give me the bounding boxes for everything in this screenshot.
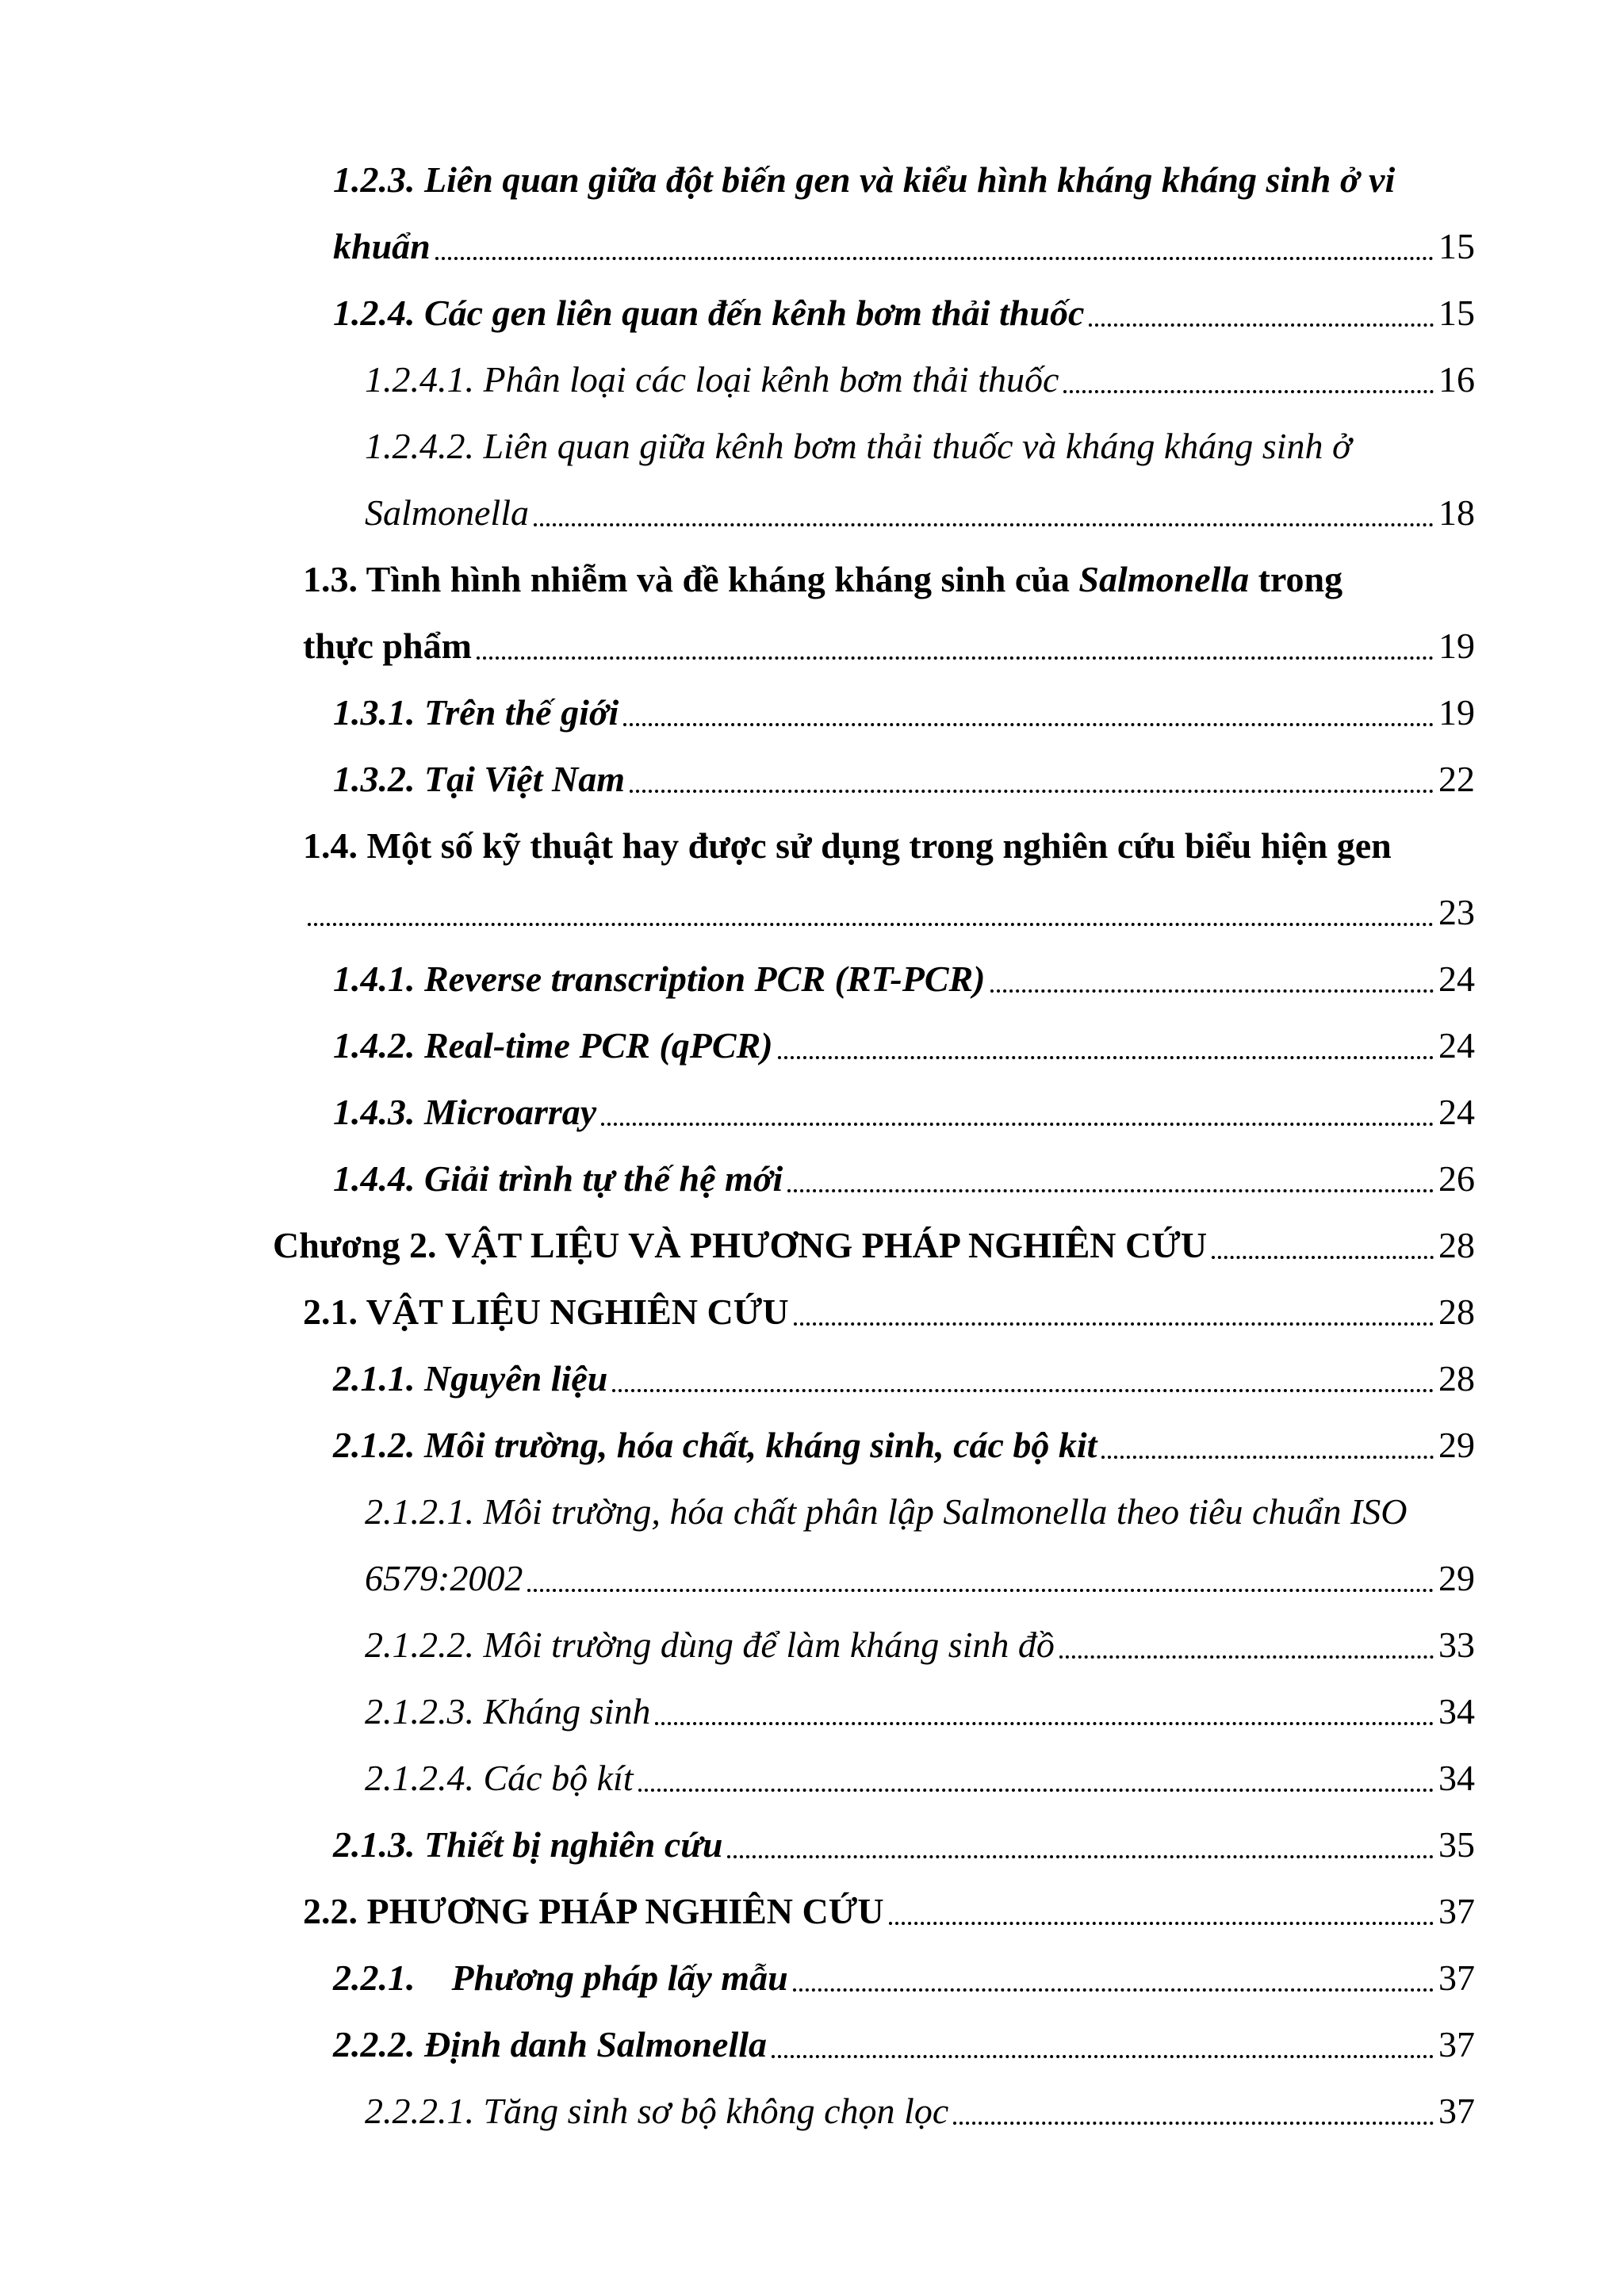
toc-entry-2-1[interactable] bbox=[303, 1288, 1475, 1337]
toc-entry-chapter-2[interactable] bbox=[273, 1221, 1475, 1270]
toc-entry-2-1-3[interactable] bbox=[333, 1820, 1475, 1869]
toc-page-number: 37 bbox=[1438, 2091, 1475, 2131]
toc-entry-2-1-1[interactable] bbox=[333, 1354, 1475, 1403]
toc-leader-dots bbox=[655, 1721, 1434, 1725]
toc-page-number: 19 bbox=[1438, 692, 1475, 733]
toc-entry-1-2-3-line1 bbox=[333, 155, 1467, 205]
toc-entry-title: 1.2.4.1. Phân loại các loại kênh bơm thải thuốc bbox=[365, 359, 1059, 400]
toc-leader-dots bbox=[308, 922, 1434, 926]
toc-entry-title: 2.1.2.4. Các bộ kít bbox=[365, 1758, 634, 1798]
toc-page-number: 15 bbox=[1438, 226, 1475, 266]
toc-entry-2-1-2-4[interactable] bbox=[365, 1754, 1475, 1803]
toc-entry-1-4-line1 bbox=[303, 821, 1477, 871]
toc-leader-dots bbox=[1089, 323, 1434, 327]
toc-page-number: 19 bbox=[1438, 626, 1475, 666]
toc-page-number: 28 bbox=[1438, 1225, 1475, 1265]
toc-entry-title-genus: Salmonella bbox=[1078, 559, 1250, 599]
toc-page-number: 15 bbox=[1438, 293, 1475, 333]
toc-page-number: 33 bbox=[1438, 1624, 1475, 1665]
toc-entry-title: khuẩn bbox=[333, 226, 431, 266]
toc-leader-dots bbox=[623, 722, 1434, 726]
toc-entry-1-2-4[interactable] bbox=[333, 289, 1475, 338]
toc-page-number: 26 bbox=[1438, 1158, 1475, 1199]
toc-entry-1-4-1[interactable] bbox=[333, 955, 1475, 1004]
toc-page-number: 37 bbox=[1438, 1957, 1475, 1998]
toc-entry-1-4-2[interactable] bbox=[333, 1021, 1475, 1070]
toc-entry-title-part: 1.3. Tình hình nhiễm và đề kháng kháng sinh của bbox=[303, 559, 1079, 599]
toc-leader-dots bbox=[793, 1988, 1434, 1992]
toc-entry-title: thực phẩm bbox=[303, 626, 472, 666]
toc-entry-2-1-2-3[interactable] bbox=[365, 1687, 1475, 1736]
toc-entry-title: 1.4.1. Reverse transcription PCR (RT-PCR) bbox=[333, 959, 986, 999]
toc-leader-dots bbox=[794, 1322, 1434, 1326]
toc-entry-1-2-3-line2[interactable] bbox=[333, 222, 1475, 271]
toc-page-number: 28 bbox=[1438, 1292, 1475, 1332]
toc-entry-title: 2.1.2.3. Kháng sinh bbox=[365, 1691, 651, 1732]
toc-page-number: 34 bbox=[1438, 1691, 1475, 1732]
toc-page-number: 24 bbox=[1438, 959, 1475, 999]
toc-entry-title: 2.2.1. Phương pháp lấy mẫu bbox=[333, 1957, 788, 1998]
toc-entry-1-2-4-1[interactable] bbox=[365, 355, 1475, 404]
toc-entry-title-part: trong bbox=[1249, 559, 1343, 599]
toc-page-number: 37 bbox=[1438, 2024, 1475, 2064]
toc-leader-dots bbox=[1212, 1255, 1434, 1259]
toc-leader-dots bbox=[778, 1055, 1434, 1059]
toc-leader-dots bbox=[1101, 1455, 1434, 1459]
toc-leader-dots bbox=[727, 1854, 1434, 1858]
toc-entry-title: 1.2.4. Các gen liên quan đến kênh bơm thải thuốc bbox=[333, 293, 1085, 333]
toc-entry-2-1-2-1-line2[interactable] bbox=[365, 1554, 1475, 1603]
toc-entry-2-2-2-1[interactable] bbox=[365, 2087, 1475, 2136]
toc-entry-2-2-2[interactable] bbox=[333, 2020, 1475, 2069]
toc-leader-dots bbox=[787, 1188, 1434, 1192]
toc-page-number: 24 bbox=[1438, 1092, 1475, 1132]
toc-entry-title: 2.1. VẬT LIỆU NGHIÊN CỨU bbox=[303, 1292, 789, 1332]
toc-entry-1-2-4-2-line2[interactable] bbox=[365, 488, 1475, 538]
toc-page-number: 18 bbox=[1438, 492, 1475, 533]
toc-entry-2-1-2-2[interactable] bbox=[365, 1621, 1475, 1670]
toc-entry-title: 1.4.3. Microarray bbox=[333, 1092, 597, 1132]
toc-leader-dots bbox=[601, 1122, 1434, 1126]
toc-entry-title: 1.2.3. Liên quan giữa đột biến gen và kiểu hình kháng kháng sinh ở vi bbox=[333, 159, 1396, 200]
toc-leader-dots bbox=[477, 656, 1434, 660]
toc-entry-1-3-2[interactable] bbox=[333, 755, 1475, 804]
toc-page-number: 35 bbox=[1438, 1824, 1475, 1865]
toc-entry-1-2-4-2-line1 bbox=[365, 422, 1475, 471]
toc-entry-1-3-line1 bbox=[303, 555, 1477, 604]
toc-entry-title: 1.4.2. Real-time PCR (qPCR) bbox=[333, 1025, 773, 1066]
toc-entry-1-4-3[interactable] bbox=[333, 1088, 1475, 1137]
toc-page-number: 24 bbox=[1438, 1025, 1475, 1066]
toc-entry-title: 1.4.4. Giải trình tự thế hệ mới bbox=[333, 1158, 783, 1199]
toc-page-number: 16 bbox=[1438, 359, 1475, 400]
toc-entry-title: Chương 2. VẬT LIỆU VÀ PHƯƠNG PHÁP NGHIÊN CỨU bbox=[273, 1225, 1208, 1265]
toc-leader-dots bbox=[612, 1388, 1434, 1392]
toc-page-number: 29 bbox=[1438, 1558, 1475, 1598]
toc-entry-2-2[interactable] bbox=[303, 1887, 1475, 1936]
toc-page-number: 34 bbox=[1438, 1758, 1475, 1798]
toc-entry-title: 1.3.2. Tại Việt Nam bbox=[333, 759, 625, 799]
toc-entry-1-3-1[interactable] bbox=[333, 688, 1475, 737]
toc-entry-1-4-4[interactable] bbox=[333, 1154, 1475, 1203]
toc-entry-title: 2.2. PHƯƠNG PHÁP NGHIÊN CỨU bbox=[303, 1891, 884, 1931]
toc-page-number: 29 bbox=[1438, 1425, 1475, 1465]
toc-entry-title: 6579:2002 bbox=[365, 1558, 523, 1598]
toc-entry-title: 2.2.2. Định danh Salmonella bbox=[333, 2024, 768, 2064]
toc-entry-title: 2.2.2.1. Tăng sinh sơ bộ không chọn lọc bbox=[365, 2091, 949, 2131]
toc-leader-dots bbox=[638, 1788, 1434, 1792]
toc-page-number: 22 bbox=[1438, 759, 1475, 799]
toc-leader-dots bbox=[534, 522, 1434, 526]
toc-entry-1-3-line2[interactable] bbox=[303, 622, 1475, 671]
toc-entry-2-1-2[interactable] bbox=[333, 1421, 1475, 1470]
toc-entry-1-4-line2[interactable] bbox=[303, 888, 1475, 937]
toc-entry-title: Salmonella bbox=[365, 492, 529, 533]
toc-entry-title: 1.2.4.2. Liên quan giữa kênh bơm thải thuốc và kháng kháng sinh ở bbox=[365, 426, 1352, 466]
toc-page-number: 28 bbox=[1438, 1358, 1475, 1399]
toc-page-number: 37 bbox=[1438, 1891, 1475, 1931]
toc-entry-2-1-2-1-line1 bbox=[365, 1487, 1475, 1536]
toc-leader-dots bbox=[630, 789, 1434, 793]
toc-leader-dots bbox=[772, 2054, 1434, 2058]
toc-entry-title: 1.4. Một số kỹ thuật hay được sử dụng trong nghiên cứu biểu hiện gen bbox=[303, 825, 1392, 866]
toc-leader-dots bbox=[990, 989, 1434, 993]
toc-leader-dots bbox=[435, 256, 1434, 260]
toc-entry-title: 2.1.3. Thiết bị nghiên cứu bbox=[333, 1824, 723, 1865]
toc-leader-dots bbox=[1059, 1655, 1434, 1659]
toc-entry-title bbox=[303, 555, 1342, 604]
toc-entry-title: 2.1.2. Môi trường, hóa chất, kháng sinh, các bộ kit bbox=[333, 1425, 1097, 1465]
toc-entry-title: 1.3.1. Trên thế giới bbox=[333, 692, 619, 733]
toc-page-number: 23 bbox=[1438, 892, 1475, 932]
toc-leader-dots bbox=[527, 1588, 1434, 1592]
toc-leader-dots bbox=[953, 2121, 1434, 2125]
toc-leader-dots bbox=[889, 1921, 1434, 1925]
toc-entry-2-2-1[interactable] bbox=[333, 1954, 1475, 2003]
toc-entry-title: 2.1.1. Nguyên liệu bbox=[333, 1358, 608, 1399]
toc-entry-title: 2.1.2.2. Môi trường dùng để làm kháng sinh đồ bbox=[365, 1624, 1055, 1665]
toc-entry-title: 2.1.2.1. Môi trường, hóa chất phân lập Salmonella theo tiêu chuẩn ISO bbox=[365, 1491, 1408, 1532]
toc-leader-dots bbox=[1063, 389, 1434, 393]
